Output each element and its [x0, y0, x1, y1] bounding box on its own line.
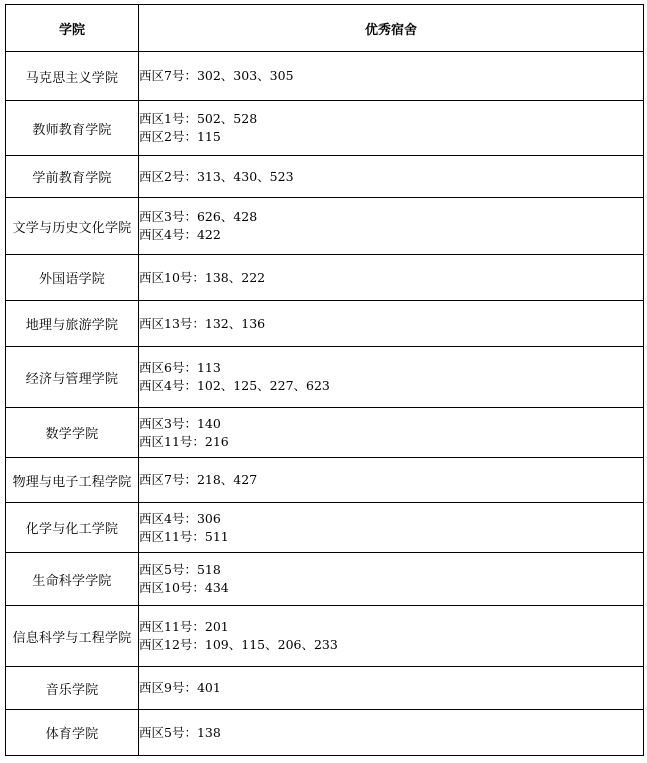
college-name-cell: 音乐学院	[6, 667, 139, 710]
dorm-list-cell	[139, 255, 644, 301]
table-row	[6, 503, 644, 553]
table-row	[6, 347, 644, 408]
dorm-entry: 西区2号：313、430、523	[139, 168, 294, 184]
dorm-entry: 西区5号：518	[139, 562, 221, 577]
college-name-cell: 文学与历史文化学院	[6, 198, 139, 255]
table-row	[6, 101, 644, 156]
dorm-entry: 西区9号：401	[139, 680, 221, 695]
dorm-list-cell	[139, 553, 644, 606]
dorm-list-cell	[139, 301, 644, 347]
dorm-entry: 西区4号：102、125、227、623	[139, 378, 330, 393]
header-college: 学院	[6, 5, 139, 52]
excellent-dorm-table	[5, 4, 644, 756]
dorm-entry: 西区5号：138	[139, 724, 221, 740]
dorm-entry: 西区3号：140	[139, 415, 221, 431]
college-name-cell: 信息科学与工程学院	[6, 606, 139, 667]
dorm-list-cell	[139, 606, 644, 667]
table-row	[6, 301, 644, 347]
dorm-list-cell	[139, 156, 644, 198]
dorm-entry: 西区4号：306	[139, 510, 221, 526]
college-name-cell: 地理与旅游学院	[6, 301, 139, 347]
dorm-list-cell	[139, 408, 644, 458]
college-name-cell: 物理与电子工程学院	[6, 458, 139, 503]
college-name-cell: 数学学院	[6, 408, 139, 458]
dorm-entry: 西区4号：422	[139, 227, 221, 242]
table-row	[6, 52, 644, 101]
college-name-cell: 教师教育学院	[6, 101, 139, 156]
dorm-entry: 西区6号：113	[139, 360, 221, 375]
dorm-list-cell	[139, 198, 644, 255]
dorm-entry: 西区2号：115	[139, 129, 221, 144]
dorm-entry: 西区10号：138、222	[139, 269, 266, 285]
table-row	[6, 198, 644, 255]
dorm-entry: 西区10号：434	[139, 580, 229, 595]
dorm-list-cell	[139, 503, 644, 553]
table-row	[6, 606, 644, 667]
college-name-cell: 马克思主义学院	[6, 52, 139, 101]
college-name-cell: 体育学院	[6, 710, 139, 756]
dorm-list-cell	[139, 52, 644, 101]
table-row	[6, 710, 644, 756]
college-name-cell: 外国语学院	[6, 255, 139, 301]
table-row	[6, 156, 644, 198]
table-body	[6, 52, 644, 756]
dorm-list-cell	[139, 458, 644, 503]
college-name-cell: 经济与管理学院	[6, 347, 139, 408]
dorm-entry: 西区11号：511	[139, 528, 229, 544]
college-name-cell: 生命科学学院	[6, 553, 139, 606]
dorm-entry: 西区13号：132、136	[139, 315, 266, 331]
dorm-entry: 西区1号：502、528	[139, 111, 258, 126]
dorm-entry: 西区12号：109、115、206、233	[139, 637, 338, 652]
dorm-entry: 西区7号：218、427	[139, 472, 258, 487]
dorm-entry: 西区3号：626、428	[139, 209, 258, 224]
college-name-cell: 学前教育学院	[6, 156, 139, 198]
dorm-list-cell	[139, 710, 644, 756]
dorm-entry: 西区11号：201	[139, 619, 229, 634]
header-excellent-dorm: 优秀宿舍	[139, 5, 644, 52]
dorm-entry: 西区11号：216	[139, 433, 229, 449]
dorm-list-cell	[139, 101, 644, 156]
table-row	[6, 255, 644, 301]
table-row	[6, 667, 644, 710]
table-row	[6, 408, 644, 458]
dorm-entry: 西区7号：302、303、305	[139, 68, 294, 83]
table-row	[6, 553, 644, 606]
dorm-list-cell	[139, 667, 644, 710]
dorm-list-cell	[139, 347, 644, 408]
table-row	[6, 458, 644, 503]
college-name-cell: 化学与化工学院	[6, 503, 139, 553]
table-header-row	[6, 5, 644, 52]
